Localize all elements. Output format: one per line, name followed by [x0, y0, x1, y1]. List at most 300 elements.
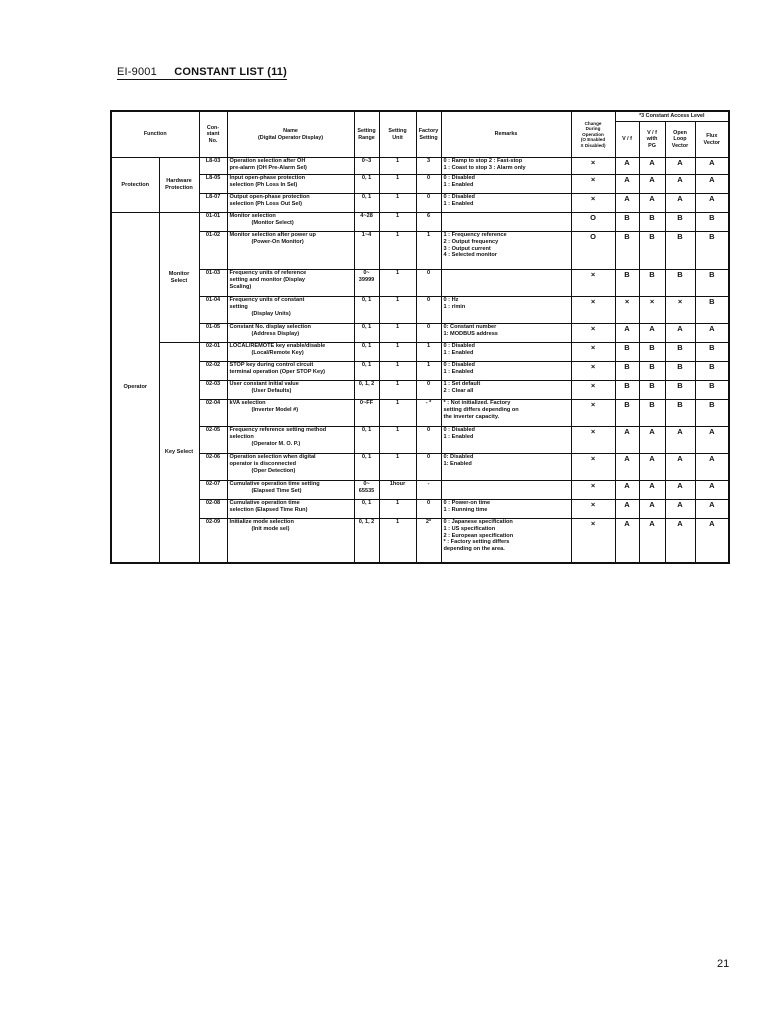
cell-access-vf: B — [615, 381, 639, 400]
cell-access-vf-pg: A — [639, 519, 665, 563]
col-factory-setting: Factory Setting — [416, 111, 441, 158]
text-line: 2 : Output frequency — [443, 238, 499, 245]
text-line: selection (Ph Loss In Sel) — [229, 181, 298, 188]
text-line: the inverter capacity. — [443, 413, 500, 420]
cell-setting-range: 1~4 — [354, 232, 379, 270]
text-line: Operation selection after OH — [229, 158, 306, 164]
group-monitor-select — [159, 213, 199, 343]
cell-access-flux-vector: A — [695, 481, 729, 500]
cell-access-vf: B — [615, 400, 639, 427]
group-hardware-protection — [159, 158, 199, 213]
text-line: Protection — [165, 185, 193, 191]
col-remarks: Remarks — [441, 111, 571, 158]
cell-access-flux-vector: A — [695, 454, 729, 481]
text-line: 0 : Disabled — [443, 194, 475, 200]
cell-remarks — [441, 158, 571, 175]
cell-factory-setting: 1 — [416, 343, 441, 362]
table-row — [111, 381, 729, 400]
cell-factory-setting: 2* — [416, 519, 441, 563]
cell-access-open-loop: A — [665, 324, 695, 343]
text-line: (User Defaults) — [251, 387, 292, 394]
col-constant-no: Con- stant No. — [199, 111, 227, 158]
text-line: (Power-On Monitor) — [251, 238, 304, 245]
cell-access-open-loop: A — [665, 194, 695, 213]
cell-constant-no: 01-04 — [199, 297, 227, 324]
text-line: 1: MODBUS address — [443, 330, 498, 337]
cell-remarks — [441, 297, 571, 324]
text-line: kVA selection — [229, 400, 266, 406]
cell-access-open-loop: B — [665, 362, 695, 381]
table-row — [111, 194, 729, 213]
text-line: Frequency units of constant — [229, 297, 305, 303]
cell-access-vf-pg: A — [639, 158, 665, 175]
cell-access-vf: A — [615, 519, 639, 563]
cell-change-during-operation: × — [571, 381, 615, 400]
cell-access-vf-pg: A — [639, 175, 665, 194]
cell-setting-unit: 1 — [379, 213, 416, 232]
cell-access-vf: B — [615, 270, 639, 297]
cell-change-during-operation: × — [571, 343, 615, 362]
text-line: 1 : Enabled — [443, 349, 474, 356]
constant-list-table — [110, 110, 730, 564]
cell-access-vf-pg: A — [639, 427, 665, 454]
text-line: (Init mode sel) — [251, 525, 290, 532]
cell-setting-range: 0, 1, 2 — [354, 519, 379, 563]
cell-access-vf-pg: A — [639, 454, 665, 481]
cell-access-vf: B — [615, 362, 639, 381]
text-line: setting and monitor (Display — [229, 276, 306, 283]
text-line: 0: Disabled — [443, 454, 474, 460]
cell-access-vf: A — [615, 194, 639, 213]
table-row — [111, 343, 729, 362]
cell-access-vf: A — [615, 158, 639, 175]
cell-factory-setting: 0 — [416, 324, 441, 343]
table-row — [111, 270, 729, 297]
cell-change-during-operation: × — [571, 427, 615, 454]
cell-name — [227, 324, 354, 343]
text-line: 2 : Clear all — [443, 387, 474, 394]
cell-constant-no: 02-09 — [199, 519, 227, 563]
text-line: 1 : Enabled — [443, 181, 474, 188]
text-line: Output open-phase protection — [229, 194, 310, 200]
text-line: Operation selection when digital — [229, 454, 316, 460]
cell-setting-unit: 1 — [379, 194, 416, 213]
cell-factory-setting: 0 — [416, 270, 441, 297]
cell-remarks — [441, 362, 571, 381]
cell-factory-setting: 0 — [416, 175, 441, 194]
text-line: Select — [170, 277, 188, 284]
text-line: Frequency units of reference — [229, 270, 307, 276]
cell-factory-setting: 0 — [416, 454, 441, 481]
cell-access-vf: A — [615, 500, 639, 519]
text-line: Hardware — [166, 178, 192, 185]
cell-constant-no: 02-05 — [199, 427, 227, 454]
cell-name — [227, 158, 354, 175]
cell-constant-no: 01-01 — [199, 213, 227, 232]
cell-remarks — [441, 343, 571, 362]
cell-factory-setting: - — [416, 481, 441, 500]
cell-setting-range: 0~ 39999 — [354, 270, 379, 297]
cell-name — [227, 213, 354, 232]
cell-access-flux-vector: A — [695, 324, 729, 343]
cell-factory-setting: 0 — [416, 427, 441, 454]
text-line: selection — [229, 433, 254, 440]
cell-change-during-operation: × — [571, 519, 615, 563]
cell-change-during-operation: × — [571, 481, 615, 500]
cell-setting-range: 0, 1 — [354, 427, 379, 454]
table-row — [111, 519, 729, 563]
text-line: setting — [229, 303, 248, 310]
cell-change-during-operation: × — [571, 362, 615, 381]
text-line: depending on the area. — [443, 546, 505, 553]
text-line: Frequency reference setting method — [229, 427, 327, 433]
text-line: 1: Enabled — [443, 460, 472, 467]
text-line: 0 : Disabled — [443, 362, 475, 368]
page-title: CONSTANT LIST (11) — [174, 66, 287, 78]
cell-remarks — [441, 194, 571, 213]
cell-constant-no: 01-03 — [199, 270, 227, 297]
cell-access-flux-vector: A — [695, 519, 729, 563]
group-protection: Protection — [111, 158, 159, 213]
text-line: operator is disconnected — [229, 460, 297, 467]
cell-constant-no: 02-06 — [199, 454, 227, 481]
cell-change-during-operation: × — [571, 270, 615, 297]
text-line: (Operator M. O. P.) — [251, 440, 301, 447]
cell-access-vf-pg: B — [639, 270, 665, 297]
text-line: (Address Display) — [251, 330, 300, 337]
cell-access-flux-vector: B — [695, 297, 729, 324]
text-line: User constant initial value — [229, 381, 299, 387]
text-line: 1 : Enabled — [443, 200, 474, 207]
cell-factory-setting: 6 — [416, 213, 441, 232]
cell-setting-unit: 1 — [379, 297, 416, 324]
cell-access-vf-pg: B — [639, 213, 665, 232]
text-line: terminal operation (Oper STOP Key) — [229, 368, 326, 375]
cell-access-vf: A — [615, 175, 639, 194]
cell-constant-no: 02-01 — [199, 343, 227, 362]
cell-factory-setting: 3 — [416, 158, 441, 175]
cell-setting-range: 0~3 — [354, 158, 379, 175]
cell-remarks — [441, 232, 571, 270]
cell-access-vf-pg: × — [639, 297, 665, 324]
text-line: 1 : Frequency reference — [443, 232, 507, 238]
text-line: 0 : Japanese specification — [443, 519, 513, 525]
cell-access-vf: A — [615, 481, 639, 500]
cell-setting-range: 0, 1 — [354, 194, 379, 213]
cell-factory-setting: 1 — [416, 362, 441, 381]
cell-change-during-operation: × — [571, 158, 615, 175]
cell-factory-setting: - * — [416, 400, 441, 427]
text-line: 0 : Ramp to stop 2 : Fast-stop — [443, 158, 523, 164]
cell-name — [227, 343, 354, 362]
cell-access-flux-vector: A — [695, 194, 729, 213]
text-line: (Monitor Select) — [251, 219, 294, 226]
cell-remarks — [441, 213, 571, 232]
text-line: * : Factory setting differs — [443, 539, 510, 546]
cell-setting-unit: 1hour — [379, 481, 416, 500]
cell-access-vf-pg: B — [639, 362, 665, 381]
cell-remarks — [441, 481, 571, 500]
text-line: Constant No. display selection — [229, 324, 311, 330]
text-line: 0: Constant number — [443, 324, 497, 330]
cell-access-flux-vector: B — [695, 270, 729, 297]
document-id: EI-9001 — [117, 66, 157, 78]
cell-access-open-loop: A — [665, 519, 695, 563]
text-line: Monitor selection after power up — [229, 232, 316, 238]
cell-remarks — [441, 175, 571, 194]
cell-setting-range: 0, 1 — [354, 362, 379, 381]
cell-access-vf-pg: B — [639, 400, 665, 427]
text-line: 1 : Enabled — [443, 368, 474, 375]
text-line: (Local/Remote Key) — [251, 349, 304, 356]
cell-name — [227, 362, 354, 381]
text-line: selection (Ph Loss Out Sel) — [229, 200, 302, 207]
cell-setting-range: 0, 1 — [354, 324, 379, 343]
text-line: setting differs depending on — [443, 406, 519, 413]
cell-factory-setting: 1 — [416, 232, 441, 270]
table-body — [111, 158, 729, 563]
text-line: 1 : Running time — [443, 506, 488, 513]
table-row — [111, 175, 729, 194]
cell-access-open-loop: × — [665, 297, 695, 324]
col-name: Name (Digital Operator Display) — [227, 111, 354, 158]
text-line: 3 : Output current — [443, 245, 491, 252]
cell-setting-unit: 1 — [379, 454, 416, 481]
cell-factory-setting: 0 — [416, 381, 441, 400]
cell-change-during-operation: × — [571, 324, 615, 343]
cell-access-vf-pg: A — [639, 194, 665, 213]
text-line: Initialize mode selection — [229, 519, 294, 525]
cell-access-vf-pg: B — [639, 232, 665, 270]
cell-access-flux-vector: B — [695, 343, 729, 362]
cell-setting-unit: 1 — [379, 519, 416, 563]
table-row — [111, 400, 729, 427]
cell-change-during-operation: × — [571, 454, 615, 481]
cell-setting-range: 4~28 — [354, 213, 379, 232]
group-operator: Operator — [111, 213, 159, 563]
cell-factory-setting: 0 — [416, 194, 441, 213]
text-line: pre-alarm (OH Pre-Alarm Sel) — [229, 164, 307, 171]
cell-setting-unit: 1 — [379, 270, 416, 297]
cell-access-open-loop: B — [665, 343, 695, 362]
col-setting-unit: Setting Unit — [379, 111, 416, 158]
cell-constant-no: 02-04 — [199, 400, 227, 427]
text-line: 1 : Set default — [443, 381, 481, 387]
table-row — [111, 454, 729, 481]
cell-access-open-loop: B — [665, 232, 695, 270]
cell-constant-no: 02-07 — [199, 481, 227, 500]
cell-access-vf: A — [615, 324, 639, 343]
text-line: Monitor — [168, 270, 190, 277]
cell-setting-range: 0, 1, 2 — [354, 381, 379, 400]
page-number: 21 — [717, 958, 730, 970]
cell-access-vf: B — [615, 232, 639, 270]
col-setting-range: Setting Range — [354, 111, 379, 158]
cell-name — [227, 500, 354, 519]
table-row — [111, 213, 729, 232]
text-line: 1 : Coast to stop 3 : Alarm only — [443, 164, 526, 171]
cell-access-open-loop: B — [665, 270, 695, 297]
text-line: 4 : Selected monitor — [443, 252, 497, 259]
col-function: Function — [111, 111, 199, 158]
cell-setting-unit: 1 — [379, 158, 416, 175]
cell-setting-range: 0, 1 — [354, 175, 379, 194]
table-row — [111, 297, 729, 324]
cell-access-flux-vector: B — [695, 362, 729, 381]
cell-change-during-operation: O — [571, 232, 615, 270]
cell-name — [227, 270, 354, 297]
text-line: (Display Units) — [251, 310, 291, 317]
text-line: (Elapsed Time Set) — [251, 487, 302, 494]
cell-constant-no: L8-03 — [199, 158, 227, 175]
text-line: 0 : Disabled — [443, 175, 475, 181]
table-row — [111, 362, 729, 381]
cell-access-open-loop: A — [665, 454, 695, 481]
col-vf-pg: V / f with PG — [639, 122, 665, 158]
text-line: Cumulative operation time — [229, 500, 300, 506]
text-line: * : Not initialized. Factory — [443, 400, 511, 406]
text-line: 1 : US specification — [443, 525, 496, 532]
cell-name — [227, 175, 354, 194]
cell-change-during-operation: × — [571, 400, 615, 427]
cell-setting-unit: 1 — [379, 500, 416, 519]
cell-name — [227, 519, 354, 563]
table-header — [111, 111, 729, 158]
cell-access-open-loop: A — [665, 500, 695, 519]
col-change-during-operation: Change During Operation (O Enabled X Disabled) — [571, 111, 615, 158]
cell-setting-range: 0, 1 — [354, 297, 379, 324]
cell-access-vf-pg: A — [639, 481, 665, 500]
table-row — [111, 500, 729, 519]
cell-access-flux-vector: B — [695, 232, 729, 270]
cell-access-vf-pg: B — [639, 343, 665, 362]
cell-access-vf: A — [615, 454, 639, 481]
cell-setting-unit: 1 — [379, 175, 416, 194]
cell-setting-unit: 1 — [379, 381, 416, 400]
cell-access-flux-vector: B — [695, 381, 729, 400]
text-line: Input open-phase protection — [229, 175, 306, 181]
table-row — [111, 324, 729, 343]
cell-constant-no: 01-02 — [199, 232, 227, 270]
cell-setting-range: 0, 1 — [354, 500, 379, 519]
text-line: (Oper Detection) — [251, 467, 296, 474]
cell-change-during-operation: O — [571, 213, 615, 232]
cell-setting-range: 0, 1 — [354, 454, 379, 481]
document-header — [117, 66, 287, 80]
cell-constant-no: 02-08 — [199, 500, 227, 519]
group-key-select: Key Select — [159, 343, 199, 563]
cell-access-vf-pg: B — [639, 381, 665, 400]
cell-setting-range: 0, 1 — [354, 343, 379, 362]
cell-remarks — [441, 324, 571, 343]
cell-constant-no: 02-03 — [199, 381, 227, 400]
cell-remarks — [441, 270, 571, 297]
cell-name — [227, 297, 354, 324]
cell-name — [227, 481, 354, 500]
cell-access-vf: B — [615, 213, 639, 232]
text-line: 1 : Enabled — [443, 433, 474, 440]
cell-access-flux-vector: A — [695, 158, 729, 175]
cell-setting-unit: 1 — [379, 427, 416, 454]
cell-access-open-loop: A — [665, 481, 695, 500]
text-line: 0 : Disabled — [443, 343, 475, 349]
text-line: selection (Elapsed Time Run) — [229, 506, 308, 513]
cell-access-open-loop: A — [665, 427, 695, 454]
cell-access-flux-vector: A — [695, 175, 729, 194]
cell-remarks — [441, 400, 571, 427]
cell-constant-no: L8-05 — [199, 175, 227, 194]
cell-access-open-loop: B — [665, 381, 695, 400]
cell-access-vf: × — [615, 297, 639, 324]
cell-name — [227, 454, 354, 481]
cell-factory-setting: 0 — [416, 297, 441, 324]
cell-constant-no: 02-02 — [199, 362, 227, 381]
cell-remarks — [441, 519, 571, 563]
cell-setting-range: 0~ 65535 — [354, 481, 379, 500]
cell-setting-range: 0~FF — [354, 400, 379, 427]
col-access-level: *3 Constant Access Level — [615, 111, 729, 122]
text-line: 0 : Hz — [443, 297, 459, 303]
cell-access-open-loop: B — [665, 213, 695, 232]
cell-access-open-loop: A — [665, 175, 695, 194]
table-row — [111, 232, 729, 270]
cell-remarks — [441, 500, 571, 519]
cell-factory-setting: 0 — [416, 500, 441, 519]
cell-setting-unit: 1 — [379, 324, 416, 343]
cell-setting-unit: 1 — [379, 362, 416, 381]
text-line: 2 : European specification — [443, 532, 514, 539]
cell-remarks — [441, 454, 571, 481]
cell-setting-unit: 1 — [379, 232, 416, 270]
cell-remarks — [441, 381, 571, 400]
text-line: STOP key during control circuit — [229, 362, 314, 368]
cell-setting-unit: 1 — [379, 343, 416, 362]
cell-access-open-loop: A — [665, 158, 695, 175]
cell-access-flux-vector: B — [695, 400, 729, 427]
cell-name — [227, 400, 354, 427]
cell-access-vf: A — [615, 427, 639, 454]
cell-setting-unit: 1 — [379, 400, 416, 427]
text-line: LOCAL/REMOTE key enable/disable — [229, 343, 326, 349]
col-vf: V / f — [615, 122, 639, 158]
cell-change-during-operation: × — [571, 500, 615, 519]
text-line: 1 : r/min — [443, 303, 466, 310]
cell-name — [227, 194, 354, 213]
cell-name — [227, 381, 354, 400]
cell-access-flux-vector: A — [695, 427, 729, 454]
cell-access-open-loop: B — [665, 400, 695, 427]
table-row — [111, 481, 729, 500]
text-line: 0 : Disabled — [443, 427, 475, 433]
text-line: Monitor selection — [229, 213, 276, 219]
table-row — [111, 427, 729, 454]
cell-access-flux-vector: B — [695, 213, 729, 232]
cell-access-flux-vector: A — [695, 500, 729, 519]
text-line: 0 : Power-on time — [443, 500, 491, 506]
cell-remarks — [441, 427, 571, 454]
cell-change-during-operation: × — [571, 194, 615, 213]
cell-constant-no: L8-07 — [199, 194, 227, 213]
cell-change-during-operation: × — [571, 175, 615, 194]
cell-access-vf-pg: A — [639, 500, 665, 519]
cell-name — [227, 232, 354, 270]
cell-name — [227, 427, 354, 454]
cell-constant-no: 01-05 — [199, 324, 227, 343]
cell-change-during-operation: × — [571, 297, 615, 324]
text-line: Cumulative operation time setting — [229, 481, 320, 487]
cell-access-vf: B — [615, 343, 639, 362]
text-line: Scaling) — [229, 283, 252, 290]
